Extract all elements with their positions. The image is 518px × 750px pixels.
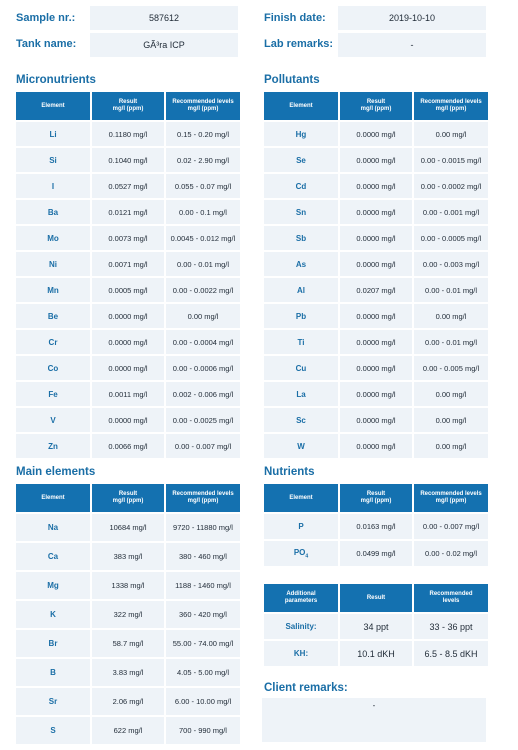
element-cell: Mg [16,572,90,599]
recommended-cell: 0.00 - 0.007 mg/l [414,514,488,539]
element-cell: La [264,382,338,406]
sample-number-label: Sample nr.: [16,12,76,24]
element-cell: Na [16,514,90,541]
recommended-cell: 0.00 - 0.01 mg/l [414,278,488,302]
recommended-cell: 0.0045 - 0.012 mg/l [166,226,240,250]
main-elements-table [14,482,242,746]
result-cell: 34 ppt [340,614,412,639]
element-cell: $PO_4$ [264,541,338,566]
col-header-element: Element [16,92,90,120]
recommended-cell: 0.00 - 0.001 mg/l [414,200,488,224]
recommended-cell: 0.00 mg/l [414,122,488,146]
result-cell: 0.0000 mg/l [340,148,412,172]
col-header-element: Element [16,484,90,512]
tank-name-label: Tank name: [16,38,77,50]
result-cell: 0.0121 mg/l [92,200,164,224]
table-row [264,200,488,224]
table-row [16,174,240,198]
recommended-cell: 33 - 36 ppt [414,614,488,639]
table-row [16,382,240,406]
element-cell: Mo [16,226,90,250]
micronutrients-title: Micronutrients [16,74,96,86]
recommended-cell: 0.00 - 0.01 mg/l [166,252,240,276]
result-cell: 383 mg/l [92,543,164,570]
element-cell: Ti [264,330,338,354]
recommended-cell: 0.00 mg/l [414,382,488,406]
lab-remarks-value: - [338,33,486,57]
element-cell: S [16,717,90,744]
recommended-cell: 0.00 mg/l [414,408,488,432]
result-cell: 0.0000 mg/l [92,304,164,328]
recommended-cell: 0.00 - 0.0002 mg/l [414,174,488,198]
element-cell: Cr [16,330,90,354]
element-cell: Sb [264,226,338,250]
table-row [16,408,240,432]
recommended-cell: 0.00 - 0.0022 mg/l [166,278,240,302]
col-header-element: Element [264,92,338,120]
recommended-cell: 360 - 420 mg/l [166,601,240,628]
element-cell: Ni [16,252,90,276]
table-row [16,688,240,715]
result-cell: 0.0000 mg/l [340,330,412,354]
recommended-cell: 0.00 - 0.007 mg/l [166,434,240,458]
table-row [16,148,240,172]
table-row [16,630,240,657]
table-row [264,174,488,198]
recommended-cell: 9720 - 11880 mg/l [166,514,240,541]
tank-name-value: GÃ³ra ICP [90,33,238,57]
table-row [264,226,488,250]
result-cell: 3.83 mg/l [92,659,164,686]
table-row [264,122,488,146]
table-row [264,278,488,302]
result-cell: 0.0005 mg/l [92,278,164,302]
table-row [264,434,488,458]
element-cell: P [264,514,338,539]
result-cell: 0.1040 mg/l [92,148,164,172]
element-cell: Si [16,148,90,172]
table-row [264,148,488,172]
result-cell: 0.0000 mg/l [92,408,164,432]
element-cell: Sn [264,200,338,224]
col-header-result: Result mg/l (ppm) [340,484,412,512]
micronutrients-table [14,90,242,460]
table-row [16,659,240,686]
table-row [16,717,240,744]
table-row [264,641,488,666]
result-cell: 0.0000 mg/l [92,356,164,380]
element-cell: I [16,174,90,198]
table-row [264,382,488,406]
element-cell: Zn [16,434,90,458]
element-cell: K [16,601,90,628]
table-row [16,543,240,570]
element-cell: Sc [264,408,338,432]
recommended-cell: 0.00 - 0.01 mg/l [414,330,488,354]
recommended-cell: 4.05 - 5.00 mg/l [166,659,240,686]
col-header-element: Element [264,484,338,512]
nutrients-title: Nutrients [264,466,315,478]
finish-date-value: 2019-10-10 [338,6,486,30]
result-cell: 0.0499 mg/l [340,541,412,566]
recommended-cell: 6.00 - 10.00 mg/l [166,688,240,715]
element-cell: Pb [264,304,338,328]
result-cell: 1338 mg/l [92,572,164,599]
result-cell: 2.06 mg/l [92,688,164,715]
result-cell: 0.0000 mg/l [340,408,412,432]
result-cell: 10.1 dKH [340,641,412,666]
recommended-cell: 0.00 - 0.0004 mg/l [166,330,240,354]
element-cell: Ca [16,543,90,570]
table-row [16,278,240,302]
element-cell: Mn [16,278,90,302]
table-row [16,514,240,541]
element-cell: V [16,408,90,432]
result-cell: 0.1180 mg/l [92,122,164,146]
table-row [264,614,488,639]
result-cell: 0.0000 mg/l [340,174,412,198]
result-cell: 0.0000 mg/l [92,330,164,354]
nutrients-table [262,482,490,568]
table-row [264,304,488,328]
recommended-cell: 0.00 - 0.1 mg/l [166,200,240,224]
recommended-cell: 380 - 460 mg/l [166,543,240,570]
recommended-cell: 0.002 - 0.006 mg/l [166,382,240,406]
table-row [16,572,240,599]
element-cell: Li [16,122,90,146]
recommended-cell: 0.00 - 0.003 mg/l [414,252,488,276]
table-row [16,601,240,628]
element-cell: Se [264,148,338,172]
recommended-cell: 700 - 990 mg/l [166,717,240,744]
result-cell: 0.0000 mg/l [340,356,412,380]
table-row [16,200,240,224]
element-cell: KH: [264,641,338,666]
col-header-result: Result [340,584,412,612]
element-cell: Fe [16,382,90,406]
element-cell: Hg [264,122,338,146]
recommended-cell: 0.00 - 0.0005 mg/l [414,226,488,250]
result-cell: 0.0066 mg/l [92,434,164,458]
recommended-cell: 0.00 - 0.005 mg/l [414,356,488,380]
client-remarks-title: Client remarks: [264,682,348,694]
col-header-recommended: Recommended levels mg/l (ppm) [414,92,488,120]
result-cell: 0.0071 mg/l [92,252,164,276]
result-cell: 0.0527 mg/l [92,174,164,198]
col-header-recommended: Recommended levels [414,584,488,612]
result-cell: 0.0000 mg/l [340,304,412,328]
table-row [16,356,240,380]
result-cell: 0.0073 mg/l [92,226,164,250]
result-cell: 0.0163 mg/l [340,514,412,539]
table-row [16,252,240,276]
element-cell: Be [16,304,90,328]
pollutants-table [262,90,490,460]
finish-date-label: Finish date: [264,12,326,24]
table-row [264,514,488,539]
recommended-cell: 0.00 - 0.02 mg/l [414,541,488,566]
recommended-cell: 0.00 mg/l [414,434,488,458]
col-header-recommended: Recommended levels mg/l (ppm) [166,484,240,512]
recommended-cell: 0.00 - 0.0006 mg/l [166,356,240,380]
element-cell: Salinity: [264,614,338,639]
client-remarks-value: - [262,698,486,742]
element-cell: As [264,252,338,276]
table-row [16,226,240,250]
result-cell: 0.0000 mg/l [340,434,412,458]
recommended-cell: 1188 - 1460 mg/l [166,572,240,599]
result-cell: 10684 mg/l [92,514,164,541]
table-row [16,434,240,458]
table-row [16,122,240,146]
element-cell: B [16,659,90,686]
result-cell: 0.0207 mg/l [340,278,412,302]
recommended-cell: 0.15 - 0.20 mg/l [166,122,240,146]
result-cell: 0.0000 mg/l [340,252,412,276]
table-row [264,252,488,276]
recommended-cell: 6.5 - 8.5 dKH [414,641,488,666]
element-cell: Al [264,278,338,302]
col-header-recommended: Recommended levels mg/l (ppm) [166,92,240,120]
element-cell: Cu [264,356,338,380]
sample-number-value: 587612 [90,6,238,30]
additional-parameters-table [262,582,490,668]
result-cell: 322 mg/l [92,601,164,628]
table-row [16,330,240,354]
element-cell: Br [16,630,90,657]
table-row [264,541,488,566]
result-cell: 58.7 mg/l [92,630,164,657]
element-cell: Co [16,356,90,380]
element-cell: Cd [264,174,338,198]
col-header-recommended: Recommended levels mg/l (ppm) [414,484,488,512]
col-header-result: Result mg/l (ppm) [92,92,164,120]
element-cell: Ba [16,200,90,224]
recommended-cell: 0.00 mg/l [166,304,240,328]
col-header-parameter: Additional parameters [264,584,338,612]
pollutants-title: Pollutants [264,74,320,86]
recommended-cell: 0.00 - 0.0025 mg/l [166,408,240,432]
element-cell: Sr [16,688,90,715]
col-header-result: Result mg/l (ppm) [340,92,412,120]
result-cell: 0.0000 mg/l [340,200,412,224]
table-row [16,304,240,328]
table-row [264,408,488,432]
result-cell: 0.0000 mg/l [340,122,412,146]
recommended-cell: 0.00 mg/l [414,304,488,328]
recommended-cell: 0.055 - 0.07 mg/l [166,174,240,198]
recommended-cell: 55.00 - 74.00 mg/l [166,630,240,657]
table-row [264,356,488,380]
result-cell: 622 mg/l [92,717,164,744]
result-cell: 0.0011 mg/l [92,382,164,406]
result-cell: 0.0000 mg/l [340,382,412,406]
result-cell: 0.0000 mg/l [340,226,412,250]
lab-remarks-label: Lab remarks: [264,38,334,50]
col-header-result: Result mg/l (ppm) [92,484,164,512]
table-row [264,330,488,354]
recommended-cell: 0.02 - 2.90 mg/l [166,148,240,172]
element-cell: W [264,434,338,458]
main-elements-title: Main elements [16,466,96,478]
recommended-cell: 0.00 - 0.0015 mg/l [414,148,488,172]
